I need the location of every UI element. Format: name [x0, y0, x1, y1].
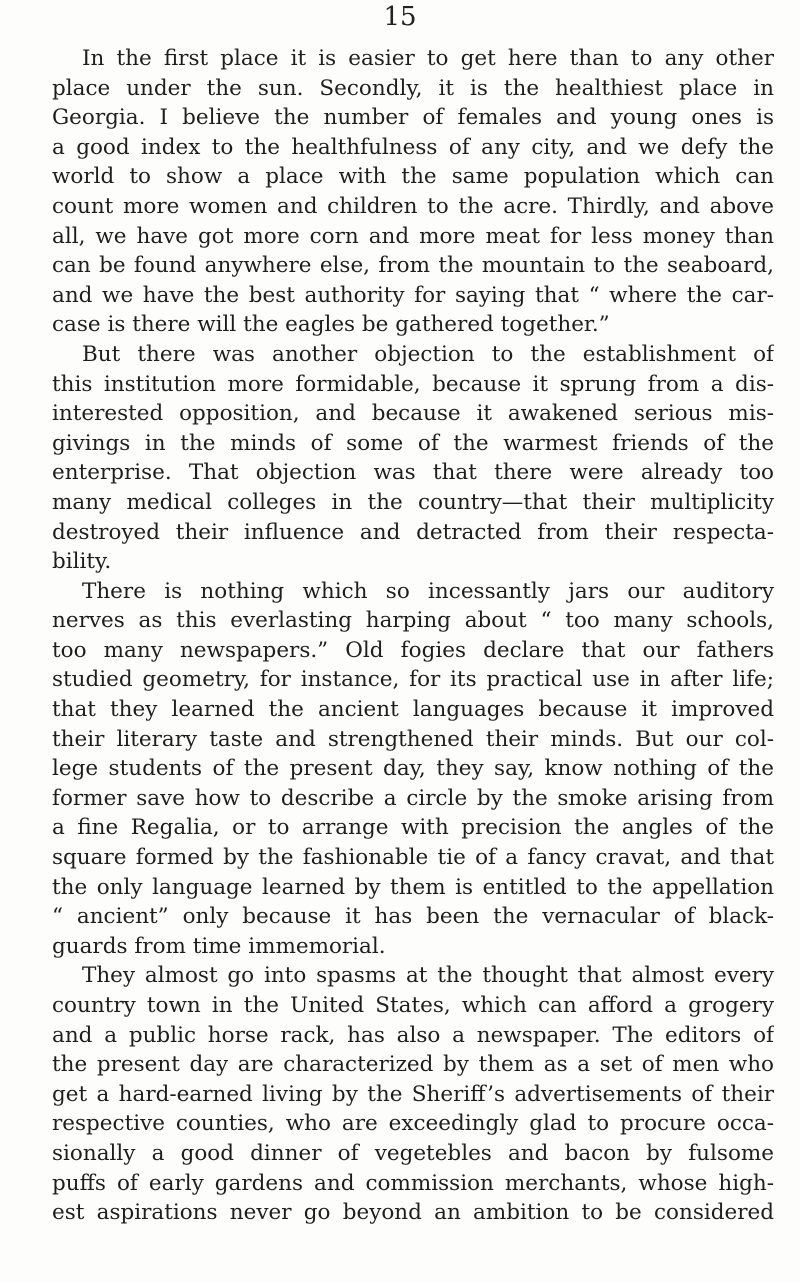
- paragraph: [52, 340, 774, 577]
- text-line: too many newspapers.” Old fogies declare that our fathers: [52, 637, 774, 663]
- text-line: enterprise. That objection was that there were already too: [52, 460, 774, 486]
- text-line: many medical colleges in the country—that their multiplicity: [52, 489, 774, 515]
- text-line: former save how to describe a circle by the smoke arising from: [52, 785, 774, 811]
- text-line: square formed by the fashionable tie of a fancy cravat, and that: [52, 845, 774, 871]
- text-line: guards from time immemorial.: [52, 933, 386, 959]
- paragraph: [52, 44, 774, 340]
- text-line: and we have the best authority for saying that “ where the car-: [52, 282, 774, 308]
- text-line: nerves as this everlasting harping about “ too many schools,: [52, 608, 774, 634]
- text-line: puffs of early gardens and commission merchants, whose high-: [52, 1170, 774, 1196]
- text-line: Georgia. I believe the number of females and young ones is: [52, 105, 774, 131]
- text-line: There is nothing which so incessantly jars our auditory: [82, 578, 774, 604]
- text-line: country town in the United States, which can afford a grogery: [52, 993, 774, 1018]
- text-line: their literary taste and strengthened their minds. But our col-: [52, 726, 774, 752]
- text-line: “ ancient” only because it has been the vernacular of black-: [52, 904, 774, 930]
- text-line: But there was another objection to the establishment of: [82, 341, 774, 367]
- text-line: place under the sun. Secondly, it is the healthiest place in: [52, 75, 774, 101]
- text-line: They almost go into spasms at the thought that almost every: [82, 963, 774, 989]
- text-line: a fine Regalia, or to arrange with precision the angles of the: [52, 815, 774, 841]
- text-line: get a hard-earned living by the Sheriff’s advertisements of their: [52, 1081, 774, 1107]
- text-line: respective counties, who are exceedingly glad to procure occa-: [52, 1111, 774, 1137]
- text-line: interested opposition, and because it awakened serious mis-: [52, 401, 774, 427]
- text-line: bility.: [52, 549, 112, 575]
- text-line: a good index to the healthfulness of any city, and we defy the: [52, 134, 774, 160]
- paragraph: [52, 577, 774, 962]
- text-line: destroyed their influence and detracted from their respecta-: [52, 519, 774, 545]
- text-line: all, we have got more corn and more meat for less money than: [52, 223, 774, 249]
- text-line: that they learned the ancient languages because it improved: [52, 697, 774, 723]
- text-line: sionally a good dinner of vegetebles and bacon by fulsome: [52, 1140, 774, 1166]
- text-line: count more women and children to the acre. Thirdly, and above: [52, 193, 774, 219]
- text-line: lege students of the present day, they say, know nothing of the: [52, 756, 774, 782]
- page-number: 15: [383, 2, 417, 32]
- text-line: the present day are characterized by them as a set of men who: [52, 1052, 774, 1078]
- text-line: est aspirations never go beyond an ambition to be considered: [52, 1200, 774, 1226]
- text-line: the only language learned by them is entitled to the appellation: [52, 874, 774, 900]
- paragraph: [52, 961, 774, 1227]
- text-line: this institution more formidable, because it sprung from a dis-: [52, 371, 774, 397]
- body-text: [52, 44, 774, 1228]
- text-line: can be found anywhere else, from the mountain to the seaboard,: [52, 253, 774, 279]
- text-line: In the first place it is easier to get here than to any other: [82, 46, 774, 71]
- text-line: and a public horse rack, has also a newspaper. The editors of: [52, 1022, 774, 1048]
- text-line: givings in the minds of some of the warmest friends of the: [52, 430, 774, 456]
- text-line: world to show a place with the same population which can: [52, 164, 774, 190]
- text-line: studied geometry, for instance, for its practical use in after life;: [52, 667, 774, 693]
- text-line: case is there will the eagles be gathered together.”: [52, 312, 610, 338]
